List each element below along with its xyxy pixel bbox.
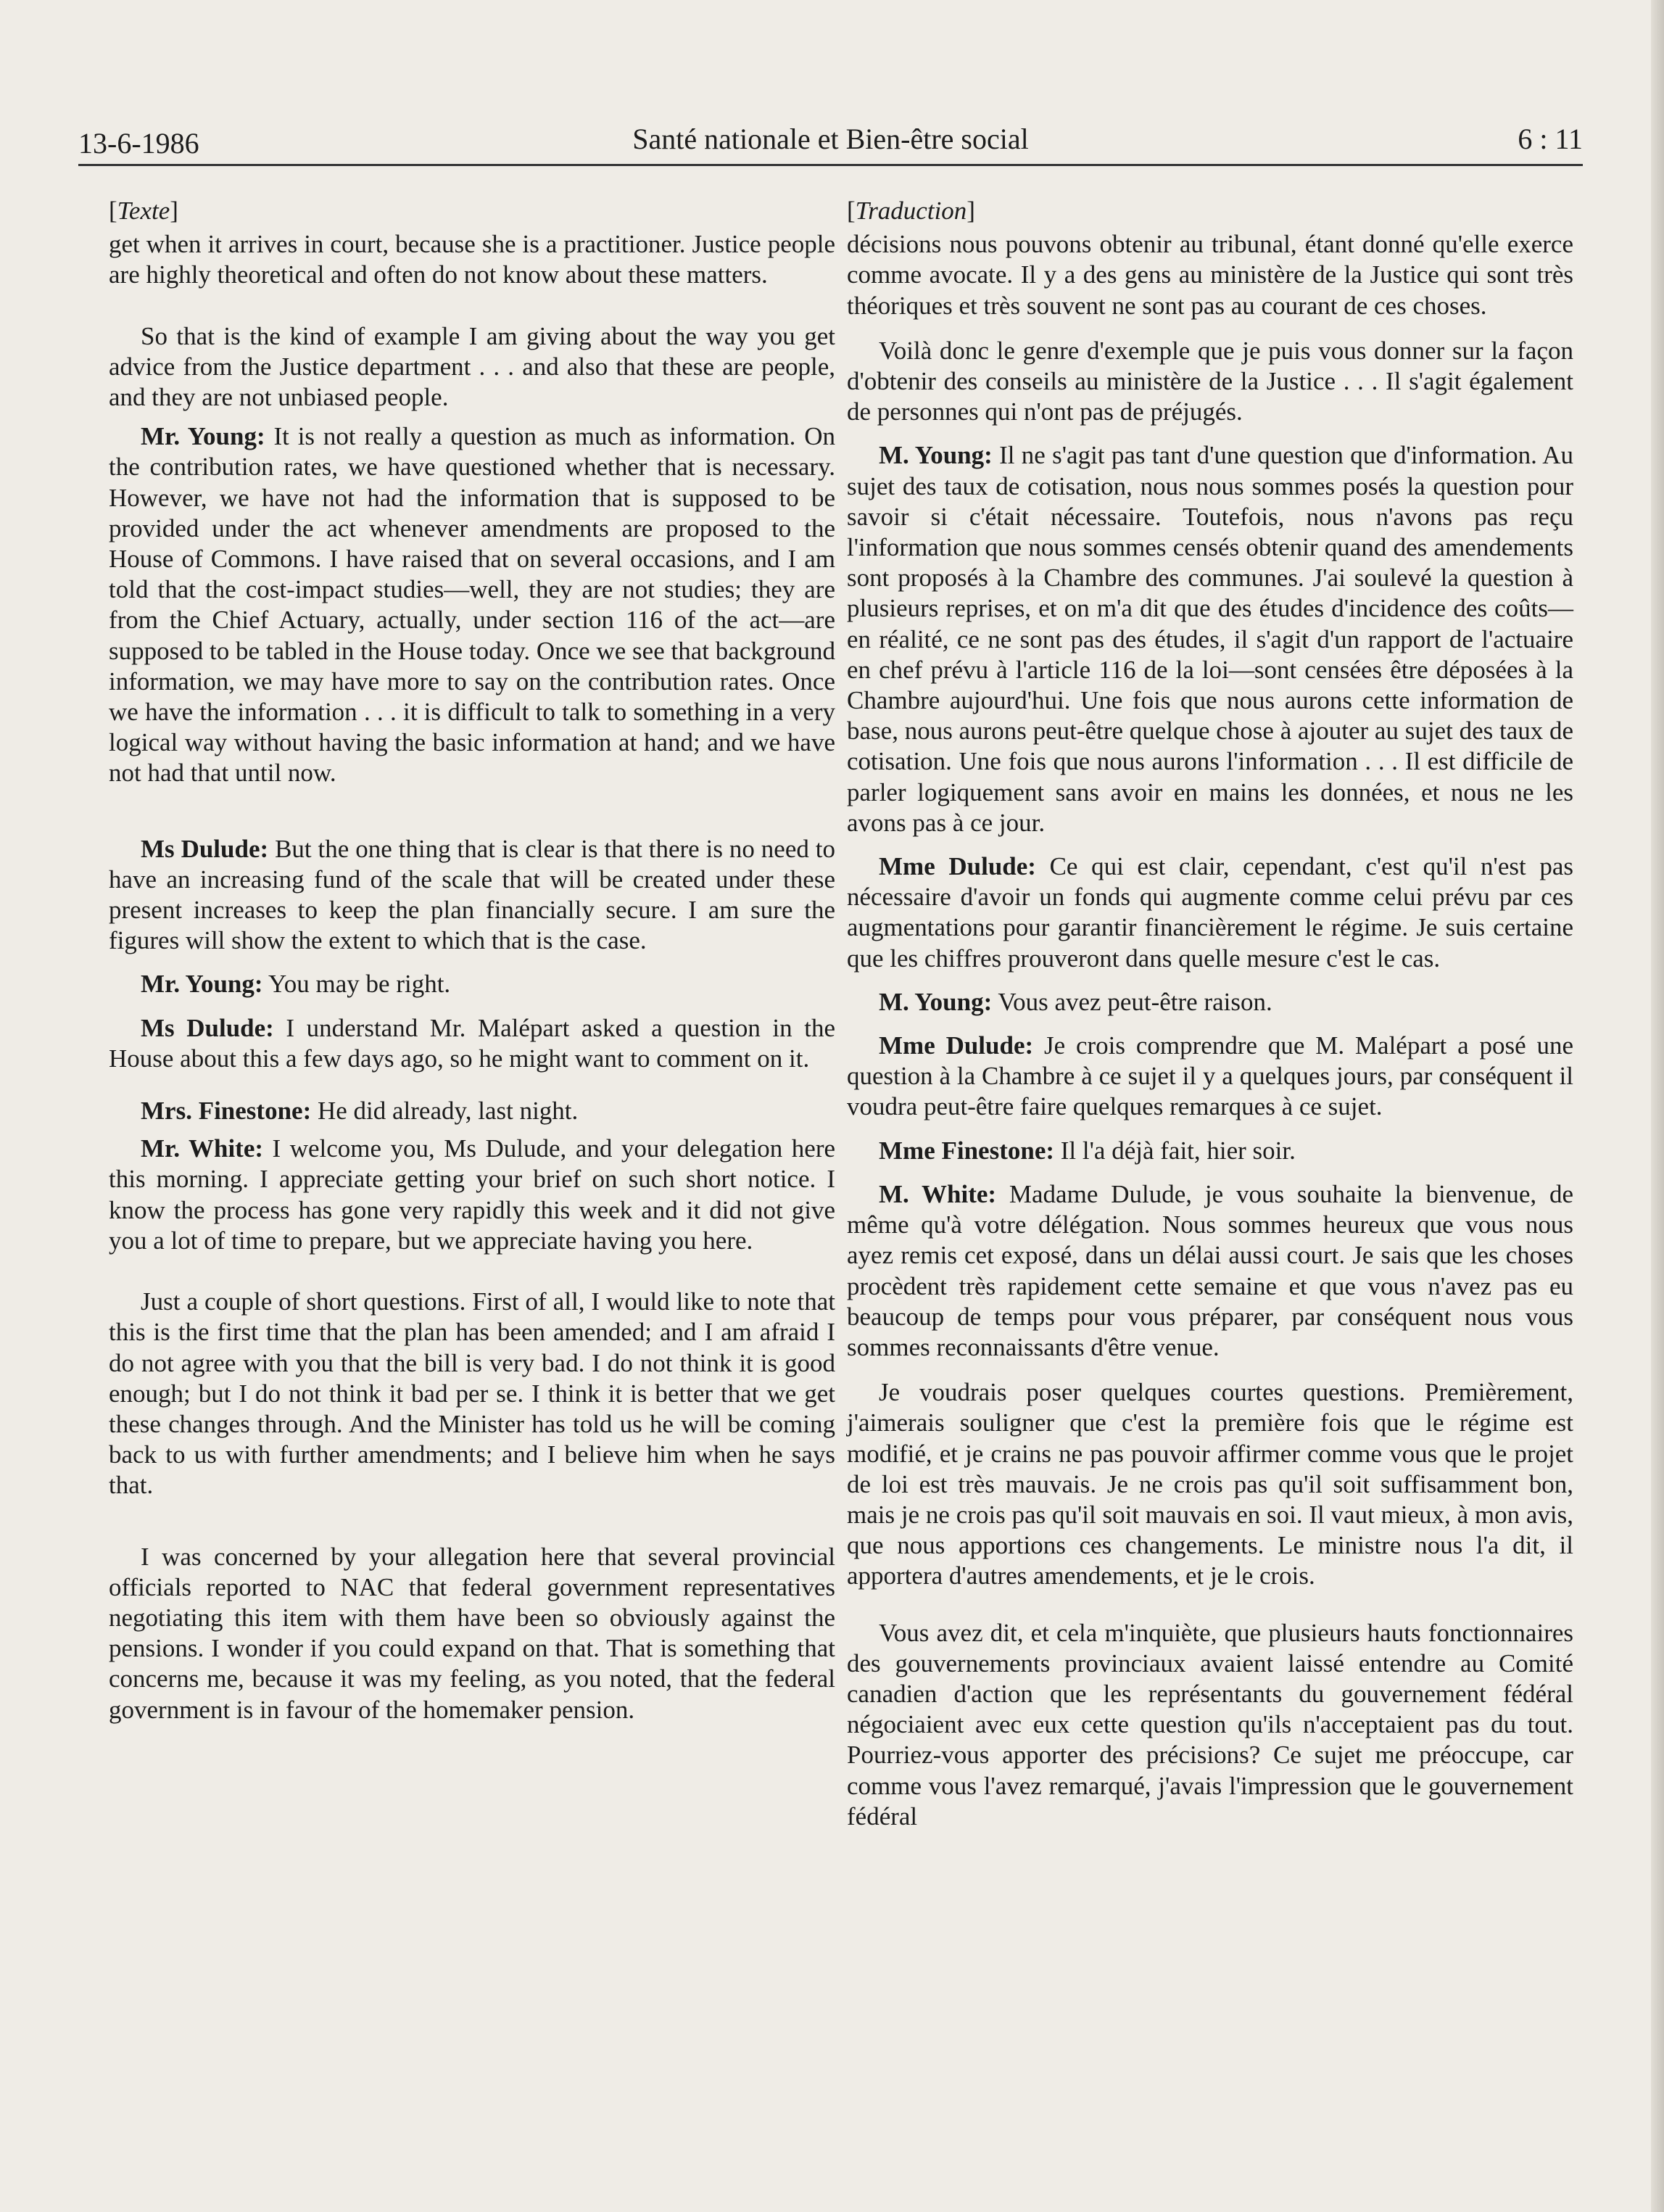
paragraph: I was concerned by your allegation here that several provincial officials reported to NAC that federal government representatives negotiating this item with them have been so obviously against the pensions. I wonder if you could expand on that. That is something that concerns me, because it was my feeling, as you noted, that the federal government is in favour of the homemaker pension. — [109, 1542, 835, 1724]
english-column — [109, 196, 835, 1725]
speaker-name: Ms Dulude: — [141, 1013, 274, 1042]
paragraph: Voilà donc le genre d'exemple que je puis vous donner sur la façon d'obtenir des conseils au ministère de la Justice . . . Il s'agit également de personnes qui n'ont pas de préjugés. — [847, 336, 1573, 426]
page-edge — [1651, 0, 1664, 2212]
paragraph: Ms Dulude: I understand Mr. Malépart asked a question in the House about this a few days ago, so he might want to comment on it. — [109, 1013, 835, 1073]
speaker-name: Mme Dulude: — [879, 1031, 1034, 1060]
column-tag: [Traduction] — [847, 197, 975, 225]
speaker-name: M. White: — [879, 1179, 997, 1208]
speaker-name: Mr. Young: — [141, 970, 263, 999]
paragraph: M. Young: Vous avez peut-être raison. — [879, 987, 1272, 1016]
speaker-name: Mr. Young: — [141, 422, 265, 451]
header-date: 13-6-1986 — [78, 127, 199, 160]
paragraph: Mme Dulude: Je crois comprendre que M. Malépart a posé une question à la Chambre à ce sujet il y a quelques jours, par conséquent il voudra peut-être faire quelques remarques à ce sujet. — [847, 1031, 1573, 1121]
speaker-name: M. Young: — [879, 987, 993, 1016]
paragraph: Mme Finestone: Il l'a déjà fait, hier soir. — [879, 1136, 1296, 1165]
paragraph: get when it arrives in court, because she is a practitioner. Justice people are highly theoretical and often do not know about these matters. — [109, 230, 835, 289]
header-rule — [78, 164, 1583, 166]
speaker-name: Ms Dulude: — [141, 834, 269, 863]
paragraph: décisions nous pouvons obtenir au tribunal, étant donné qu'elle exerce comme avocate. Il y a des gens au ministère de la Justice qui sont très théoriques et très souvent ne sont pas au courant de ces choses. — [847, 230, 1573, 320]
french-column — [847, 196, 1573, 1832]
paragraph: M. Young: Il ne s'agit pas tant d'une question que d'information. Au sujet des taux de cotisation, nous nous sommes posés la question pour savoir si c'était nécessaire. Toutefois, nous n'avons pas reçu l'information que nous sommes censés obtenir quand des amendements sont proposés à la Chambre des communes. J'ai soulevé la question à plusieurs reprises, et on m'a dit que des études d'incidence des coûts—en réalité, ce ne sont pas des études, il s'agit d'un rapport de l'actuaire en chef prévu à l'article 116 de la loi—sont censées être déposées à la Chambre aujourd'hui. Une fois que nous aurons cette information de base, nous aurons peut-être quelque chose à ajouter au sujet des taux de cotisation. Une fois que nous aurons l'information . . . Il est difficile de parler logiquement sans avoir en mains les données, et nous ne les avons pas à ce jour. — [847, 441, 1574, 837]
paragraph: Vous avez dit, et cela m'inquiète, que plusieurs hauts fonctionnaires des gouvernements provinciaux avaient laissé entendre au Comité canadien d'action que les représentants du gouvernement fédéral négociaient avec eux cette question qu'ils n'acceptaient pas du tout. Pourriez-vous apporter des précisions? Ce sujet me préoccupe, car comme vous l'avez remarqué, j'avais l'impression que le gouvernement fédéral — [847, 1618, 1573, 1831]
speaker-name: M. Young: — [879, 441, 993, 470]
paragraph: Mr. White: I welcome you, Ms Dulude, and your delegation here this morning. I appreciate getting your brief on such short notice. I know the process has gone very rapidly this week and it did not give you a lot of time to prepare, but we appreciate having you here. — [109, 1134, 836, 1255]
speaker-name: Mme Finestone: — [879, 1136, 1055, 1165]
column-tag-label: Texte — [117, 197, 170, 225]
column-tag-label: Traduction — [855, 197, 967, 225]
paragraph: Mr. Young: You may be right. — [141, 970, 451, 999]
column-tag: [Texte] — [109, 197, 178, 225]
paragraph: Je voudrais poser quelques courtes questions. Premièrement, j'aimerais souligner que c'est la première fois que le régime est modifié, et je crains ne pas pouvoir affirmer comme vous que le projet de loi est très mauvais. Je ne crois pas qu'il soit suffisamment bon, mais je ne crois pas qu'il soit mauvais en soi. Il vaut mieux, à mon avis, que nous apportions ces changements. Le ministre nous l'a dit, il apportera d'autres amendements, et je le crois. — [847, 1378, 1573, 1590]
paragraph: Mme Dulude: Ce qui est clair, cependant, c'est qu'il n'est pas nécessaire d'avoir un fonds qui augmente comme celui prévu par ces augmentations pour garantir financièrement le régime. Je suis certaine que les chiffres prouveront dans quelle mesure c'est le cas. — [847, 852, 1573, 973]
paragraph: M. White: Madame Dulude, je vous souhaite la bienvenue, de même qu'à votre délégation. Nous sommes heureux que vous nous ayez remis cet exposé, dans un délai aussi court. Je sais que les choses procèdent très rapidement cette semaine et que vous n'avez pas eu beaucoup de temps pour vous préparer, par conséquent nous vous sommes reconnaissants d'être venue. — [847, 1179, 1574, 1361]
header-title: Santé nationale et Bien-être social — [632, 123, 1029, 155]
speaker-name: Mr. White: — [141, 1134, 264, 1163]
paragraph: Mr. Young: It is not really a question as much as information. On the contribution rates, we have questioned whether that is necessary. However, we have not had the information that is supposed to be provided under the act whenever amendments are proposed to the House of Commons. I have raised that on several occasions, and I am told that the cost-impact studies—well, they are not studies; they are from the Chief Actuary, actually, under section 116 of the act—are supposed to be tabled in the House today. Once we see that background information, we may have more to say on the contribution rates. Once we have the information . . . it is difficult to talk to something in a very logical way without having the basic information at hand; and we have not had that until now. — [109, 422, 835, 788]
paragraph: Mrs. Finestone: He did already, last night. — [141, 1097, 579, 1126]
paragraph: Just a couple of short questions. First of all, I would like to note that this is the first time that the plan has been amended; and I am afraid I do not agree with you that the bill is very bad. I do not think it is good enough; but I do not think it bad per se. I think it is better that we get these changes through. And the Minister has told us he will be coming back to us with further amendments; and I believe him when he says that. — [109, 1287, 835, 1500]
speaker-name: Mme Dulude: — [879, 852, 1036, 881]
header-page-number: 6 : 11 — [1518, 123, 1583, 155]
page-header — [78, 122, 1583, 165]
paragraph: So that is the kind of example I am giving about the way you get advice from the Justice department . . . and also that these are people, and they are not unbiased people. — [109, 321, 835, 412]
speaker-name: Mrs. Finestone: — [141, 1097, 312, 1126]
paragraph: Ms Dulude: But the one thing that is clear is that there is no need to have an increasing fund of the scale that will be created under these present increases to keep the plan financially secure. I am sure the figures will show the extent to which that is the case. — [109, 834, 835, 955]
